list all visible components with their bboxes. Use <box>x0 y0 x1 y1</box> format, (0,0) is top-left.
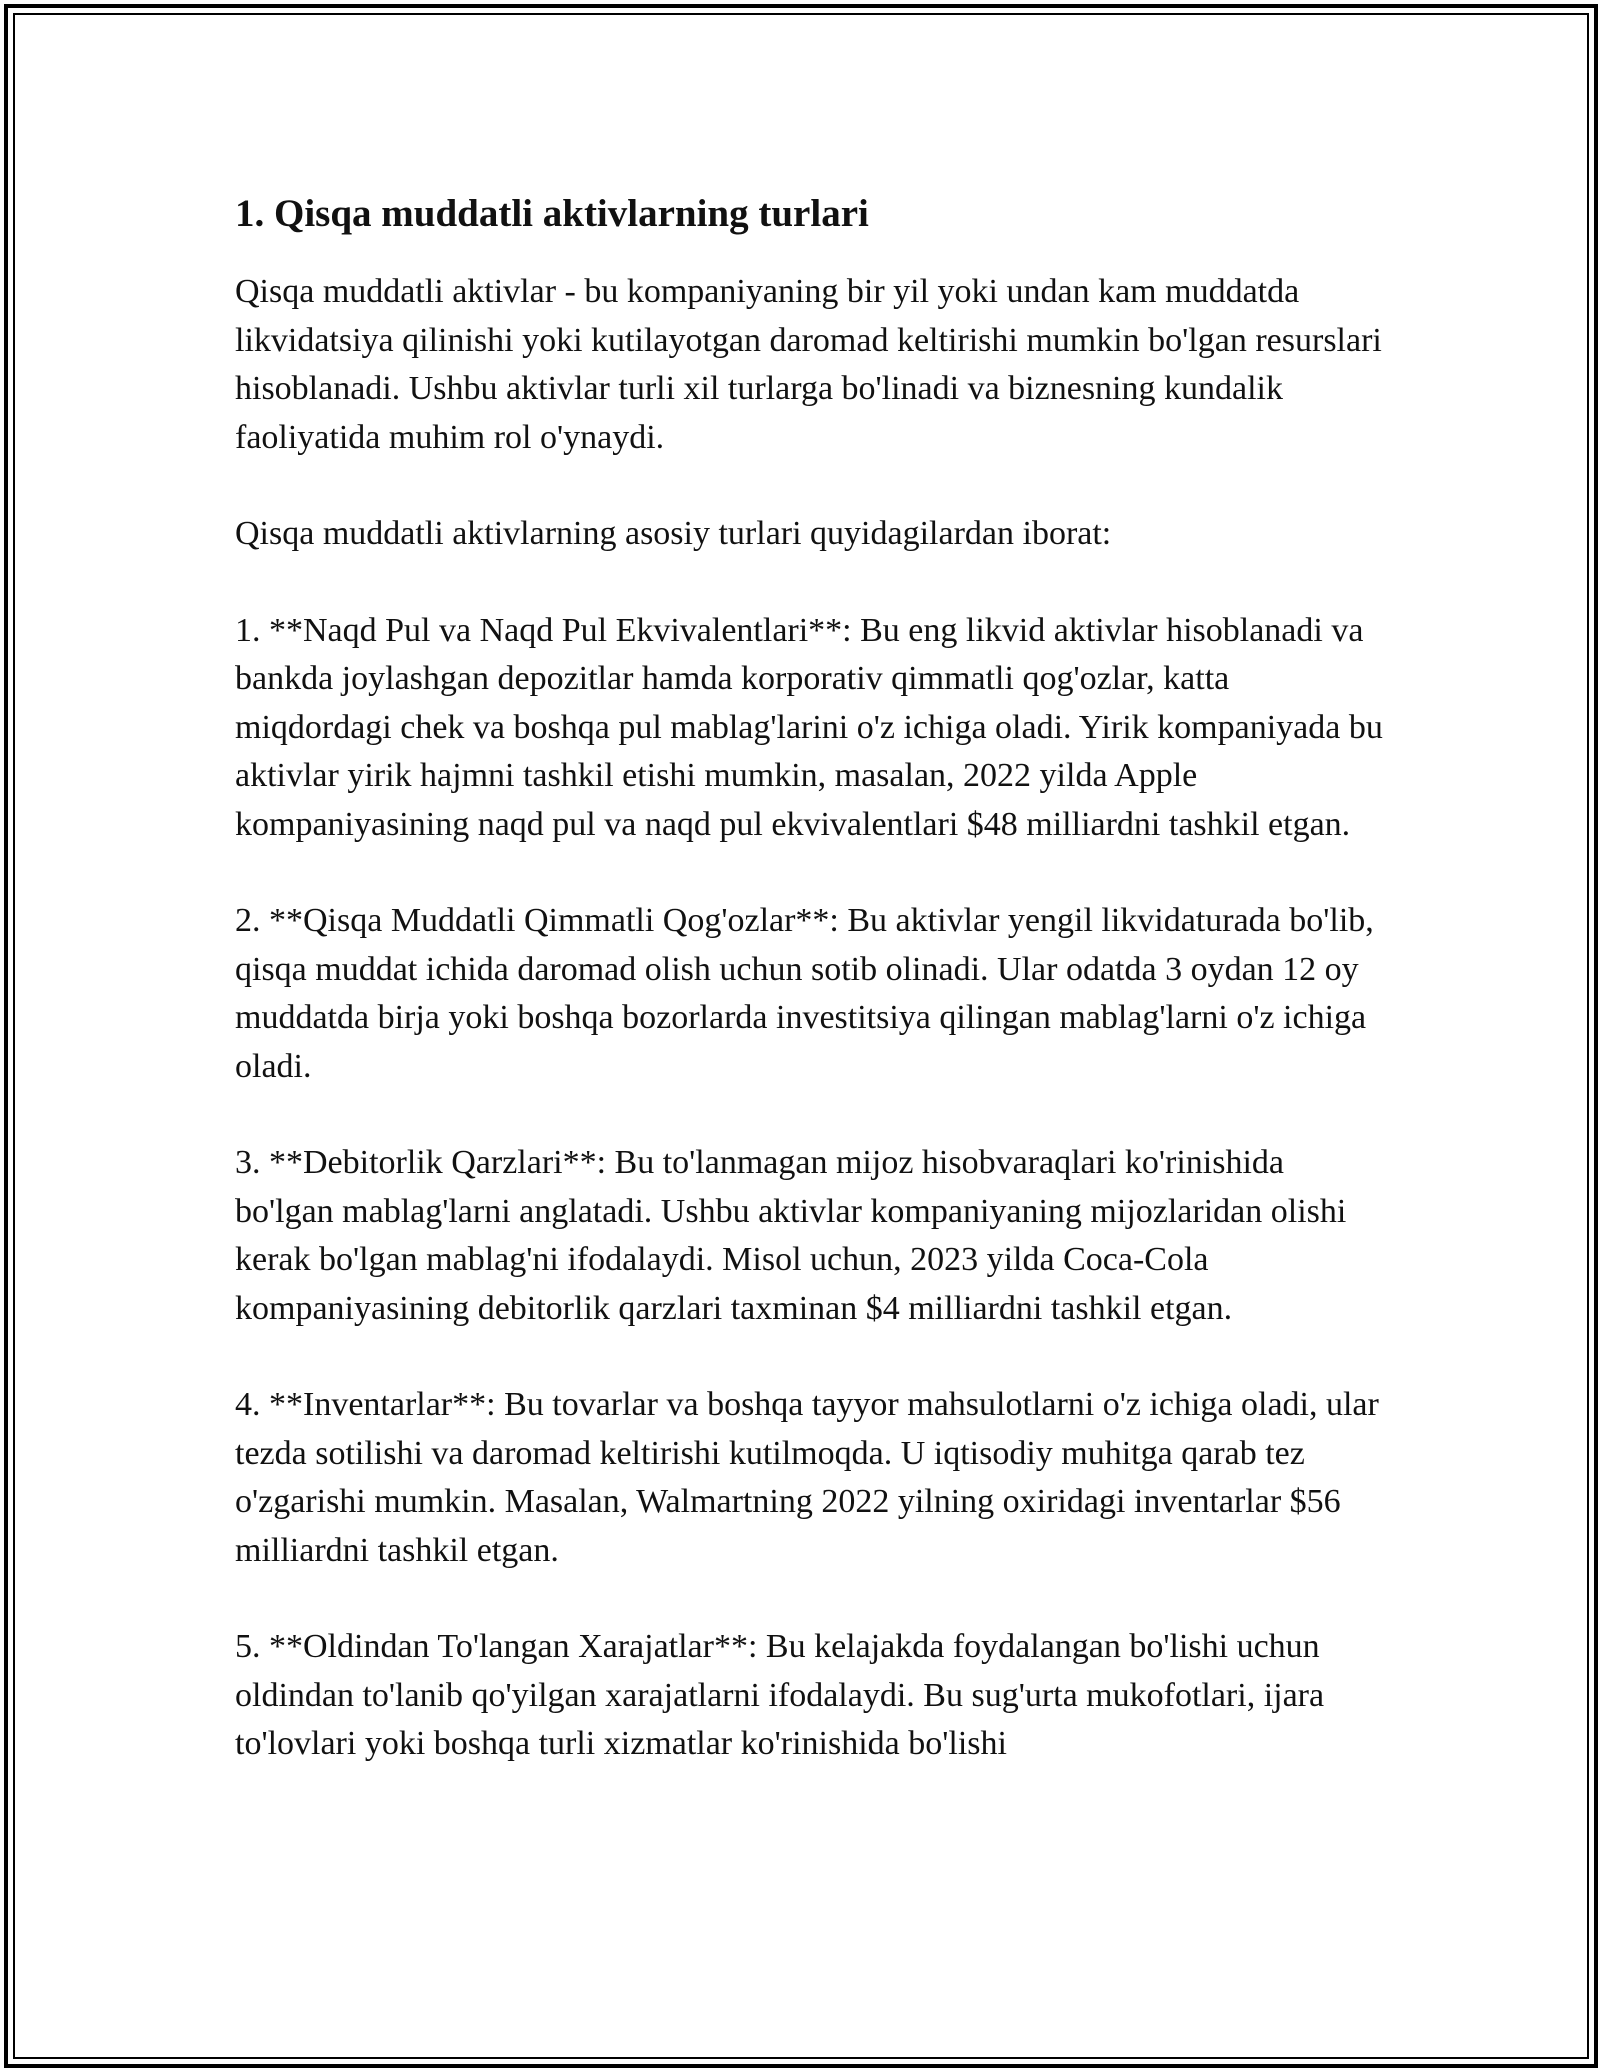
section-heading: 1. Qisqa muddatli aktivlarning turlari <box>235 192 869 235</box>
list-intro-paragraph: Qisqa muddatli aktivlarning asosiy turlari quyidagilardan iborat: <box>235 515 1112 552</box>
item-securities-paragraph: 2. **Qisqa Muddatli Qimmatli Qog'ozlar**: Bu aktivlar yengil likvidaturada bo'lib, qisqa muddat ichida daromad olish uchun sotib olinadi. Ular odatda 3 oydan 12 oy muddatda birja yoki boshqa bozorlarda investitsiya qilingan mablag'larni o'z ichiga oladi. <box>235 902 1374 1085</box>
item-prepaid-paragraph: 5. **Oldindan To'langan Xarajatlar**: Bu kelajakda foydalangan bo'lishi uchun oldindan to'lanib qo'yilgan xarajatlarni ifodalaydi. Bu sug'urta mukofotlari, ijara to'lovlari yoki boshqa turli xizmatlar ko'rinishida bo'lishi <box>235 1628 1325 1762</box>
document-body <box>235 188 1385 1817</box>
item-cash-paragraph: 1. **Naqd Pul va Naqd Pul Ekvivalentlari**: Bu eng likvid aktivlar hisoblanadi va bankda joylashgan depozitlar hamda korporativ qimmatli qog'ozlar, katta miqdordagi chek va boshqa pul mablag'larini o'z ichiga oladi. Yirik kompaniyada bu aktivlar yirik hajmni tashkil etishi mumkin, masalan, 2022 yilda Apple kompaniyasining naqd pul va naqd pul ekvivalentlari $48 milliardni tashkil etgan. <box>235 611 1383 843</box>
item-inventory-paragraph: 4. **Inventarlar**: Bu tovarlar va boshqa tayyor mahsulotlarni o'z ichiga oladi, ular tezda sotilishi va daromad keltirishi kutilmoqda. U iqtisodiy muhitga qarab tez o'zgarishi mumkin. Masalan, Walmartning 2022 yilning oxiridagi inventarlar $56 milliardni tashkil etgan. <box>235 1386 1379 1569</box>
item-receivables-paragraph: 3. **Debitorlik Qarzlari**: Bu to'lanmagan mijoz hisobvaraqlari ko'rinishida bo'lgan mablag'larni anglatadi. Ushbu aktivlar kompaniyaning mijozlaridan olishi kerak bo'lgan mablag'ni ifodalaydi. Misol uchun, 2023 yilda Coca-Cola kompaniyasining debitorlik qarzlari taxminan $4 milliardni tashkil etgan. <box>235 1144 1347 1327</box>
intro-paragraph: Qisqa muddatli aktivlar - bu kompaniyaning bir yil yoki undan kam muddatda likvidatsiya qilinishi yoki kutilayotgan daromad keltirishi mumkin bo'lgan resurslari hisoblanadi. Ushbu aktivlar turli xil turlarga bo'linadi va biznesning kundalik faoliyatida muhim rol o'ynaydi. <box>235 273 1382 456</box>
